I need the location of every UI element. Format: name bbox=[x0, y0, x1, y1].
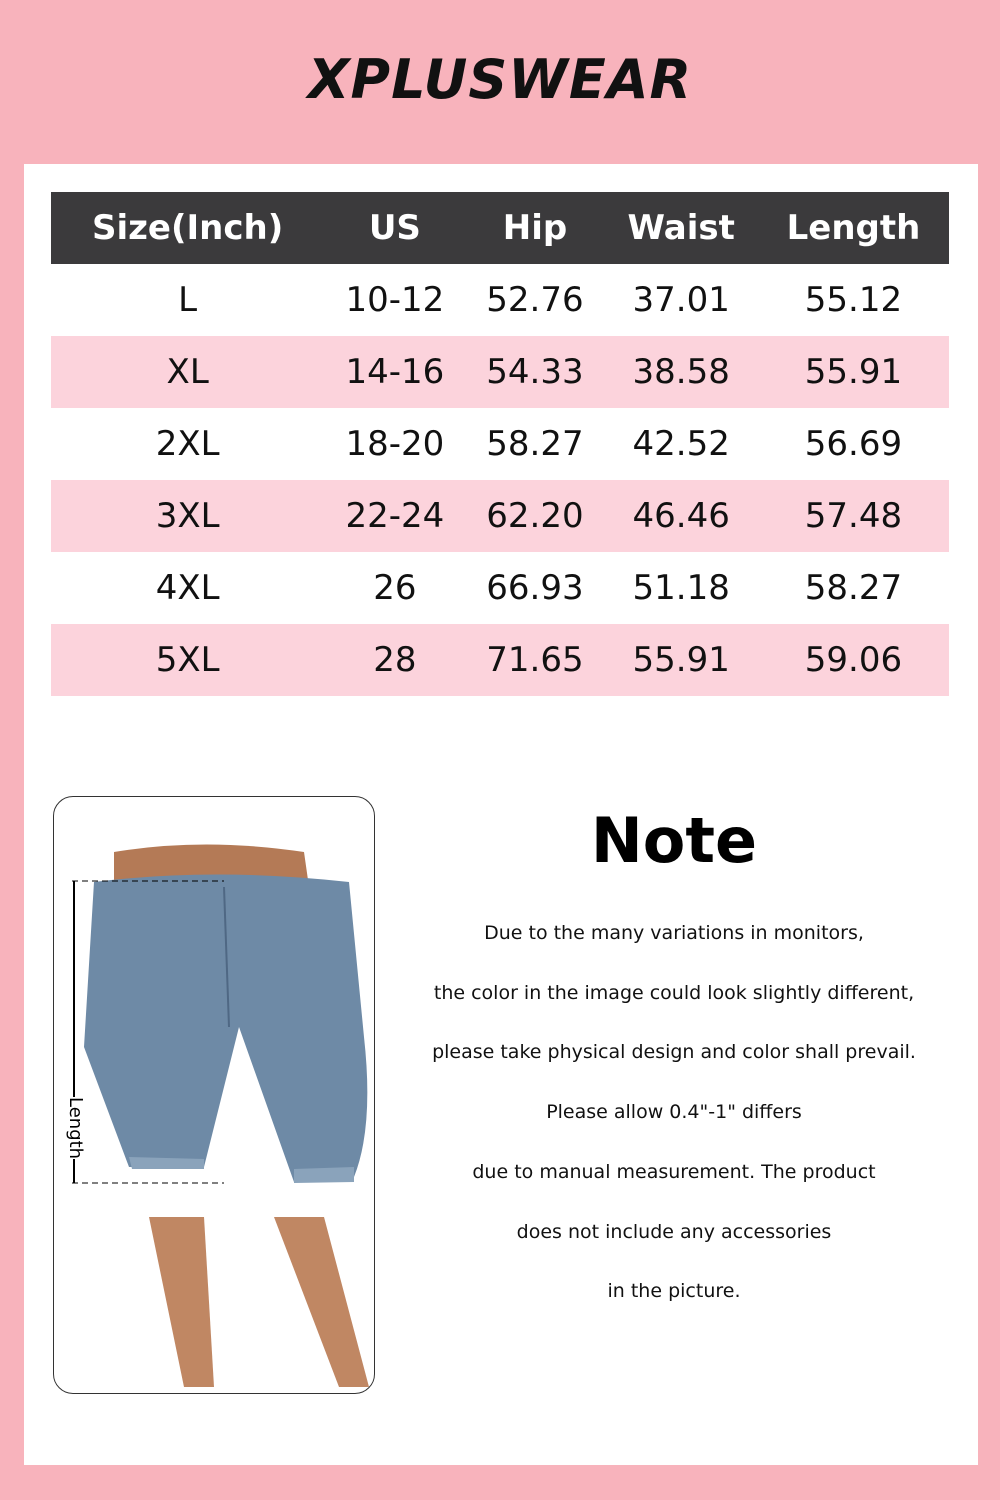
column-header: Size(Inch) bbox=[51, 192, 324, 264]
table-cell: 22-24 bbox=[324, 480, 465, 552]
note-line: in the picture. bbox=[607, 1280, 741, 1303]
note-line: does not include any accessories bbox=[516, 1220, 832, 1243]
table-cell: L bbox=[178, 280, 198, 320]
table-row bbox=[51, 336, 949, 408]
table-cell: 46.46 bbox=[605, 480, 758, 552]
table-cell: 58.27 bbox=[804, 568, 903, 608]
table-cell: 18-20 bbox=[345, 424, 445, 464]
size-table bbox=[51, 192, 949, 696]
table-cell: 59.06 bbox=[758, 624, 949, 696]
note-line: the color in the image could look slightly different, bbox=[433, 981, 915, 1004]
note-title: Note bbox=[590, 804, 758, 877]
table-cell: 3XL bbox=[51, 480, 324, 552]
length-label: Length bbox=[65, 1097, 86, 1160]
table-cell: 55.91 bbox=[758, 336, 949, 408]
table-row bbox=[51, 264, 949, 336]
product-photo bbox=[53, 796, 375, 1394]
size-chart-panel bbox=[24, 164, 978, 1465]
column-header: Waist bbox=[605, 192, 758, 264]
table-row bbox=[51, 480, 949, 552]
table-cell: 38.58 bbox=[605, 336, 758, 408]
table-cell: 55.91 bbox=[605, 624, 758, 696]
table-cell: 28 bbox=[324, 624, 465, 696]
brand-logo: XPLUSWEAR bbox=[307, 48, 693, 111]
table-row bbox=[51, 624, 949, 696]
table-cell: 37.01 bbox=[632, 280, 730, 320]
table-cell: 71.65 bbox=[465, 624, 604, 696]
table-cell: 14-16 bbox=[324, 336, 465, 408]
column-header: US bbox=[324, 192, 465, 264]
table-cell: 10-12 bbox=[345, 280, 445, 320]
note-line: please take physical design and color shall prevail. bbox=[432, 1041, 916, 1064]
table-cell: 2XL bbox=[155, 424, 220, 464]
table-cell: 54.33 bbox=[465, 336, 604, 408]
note-line: Please allow 0.4"-1" differs bbox=[546, 1101, 802, 1124]
table-cell: 55.12 bbox=[804, 280, 903, 320]
table-cell: 42.52 bbox=[632, 424, 730, 464]
table-row bbox=[51, 552, 949, 624]
note-line: Due to the many variations in monitors, bbox=[484, 922, 864, 944]
column-header: Hip bbox=[465, 192, 604, 264]
table-cell: 5XL bbox=[51, 624, 324, 696]
column-header: Length bbox=[758, 192, 949, 264]
table-header bbox=[51, 192, 949, 264]
table-row bbox=[51, 408, 949, 480]
table-cell: 56.69 bbox=[804, 424, 903, 464]
note-line: due to manual measurement. The product bbox=[472, 1160, 876, 1183]
table-cell: 66.93 bbox=[486, 568, 584, 608]
table-cell: 26 bbox=[373, 568, 417, 608]
table-cell: 52.76 bbox=[486, 280, 584, 320]
table-cell: 62.20 bbox=[465, 480, 604, 552]
table-cell: 4XL bbox=[155, 568, 220, 608]
table-cell: 51.18 bbox=[632, 568, 730, 608]
table-cell: 58.27 bbox=[486, 424, 584, 464]
table-cell: 57.48 bbox=[758, 480, 949, 552]
table-cell: XL bbox=[51, 336, 324, 408]
